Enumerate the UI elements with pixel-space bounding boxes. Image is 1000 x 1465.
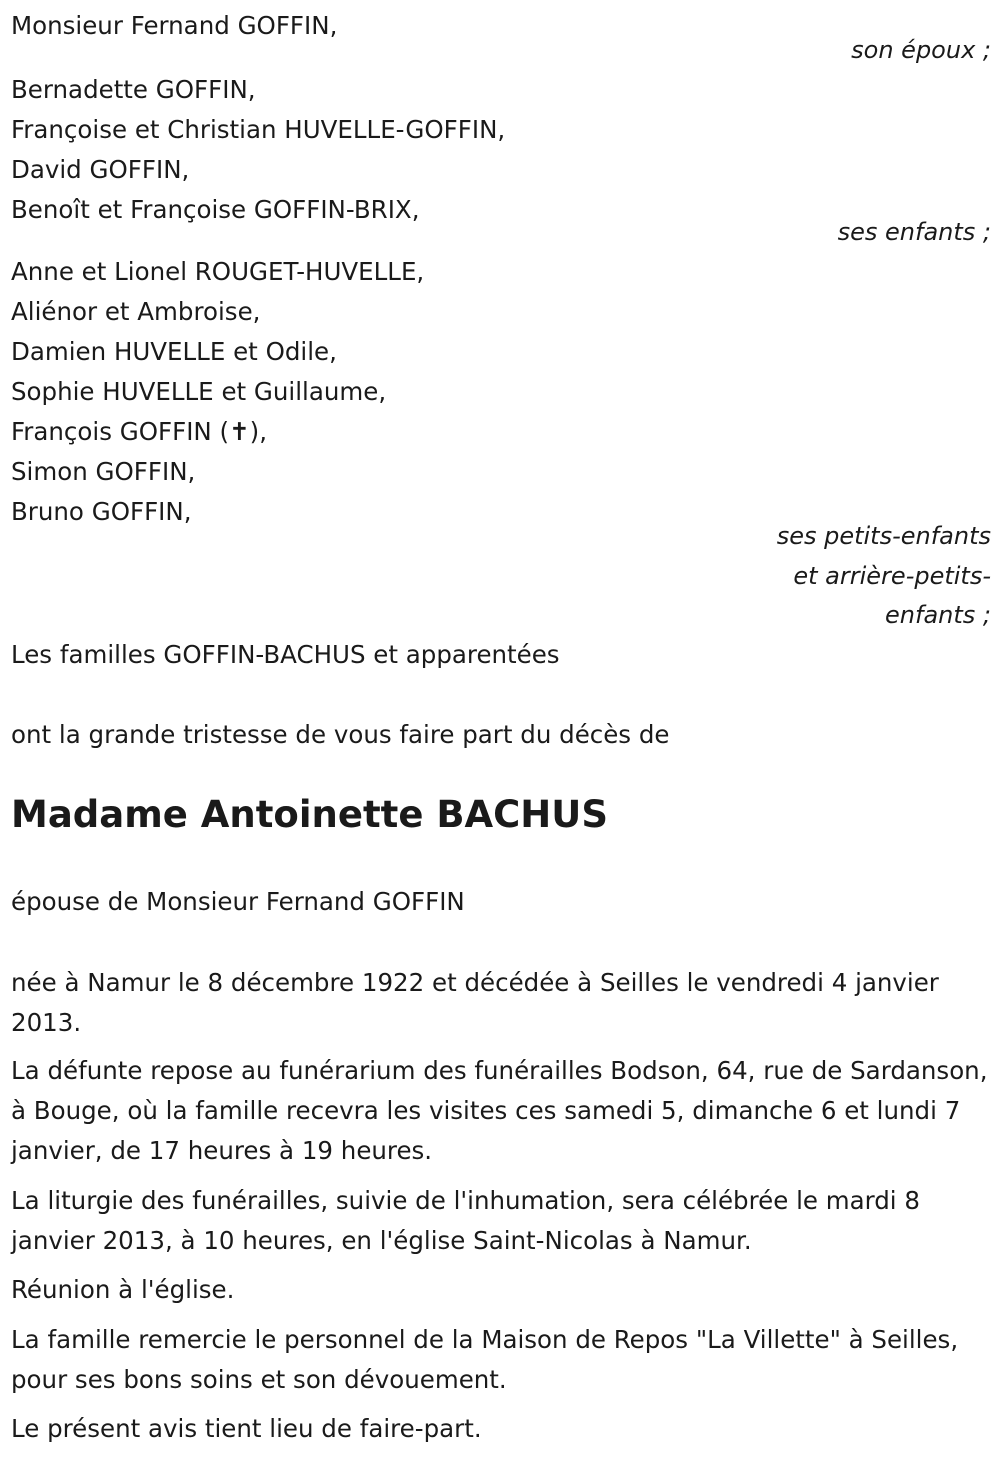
families-line: Les familles GOFFIN-BACHUS et apparentées (11, 640, 560, 669)
birth-death-paragraph: née à Namur le 8 décembre 1922 et décédée à Seilles le vendredi 4 janvier 2013. (11, 968, 939, 1037)
spouse-role: son époux ; (851, 36, 991, 64)
child-name: David GOFFIN, (11, 155, 190, 184)
grandchild-name: Anne et Lionel ROUGET-HUVELLE, (11, 257, 425, 286)
spouse-of-line: épouse de Monsieur Fernand GOFFIN (11, 887, 465, 916)
grandchild-name: Simon GOFFIN, (11, 457, 196, 486)
grandchild-deceased-close: ), (249, 417, 267, 446)
deceased-name: Madame Antoinette BACHUS (11, 793, 608, 836)
children-role: ses enfants ; (837, 218, 991, 246)
grandchild-name: Damien HUVELLE et Odile, (11, 337, 337, 366)
announcement-line: ont la grande tristesse de vous faire part du décès de (11, 720, 670, 749)
grandchild-name: Aliénor et Ambroise, (11, 297, 261, 326)
reunion-paragraph: Réunion à l'église. (11, 1275, 235, 1304)
visitation-paragraph: La défunte repose au funérarium des funérailles Bodson, 64, rue de Sardanson, à Bouge, où la famille recevra les visites ces samedi 5, dimanche 6 et lundi 7 janvier, de 17 heures à 19 heures. (11, 1056, 988, 1165)
grandchild-deceased-name: François GOFFIN ( (11, 417, 230, 446)
spouse-name: Monsieur Fernand GOFFIN, (11, 11, 338, 40)
cross-icon: ✝ (229, 417, 250, 446)
child-name: Françoise et Christian HUVELLE-GOFFIN, (11, 115, 506, 144)
grandchild-name: Sophie HUVELLE et Guillaume, (11, 377, 387, 406)
grandchild-deceased (11, 412, 267, 452)
notice-paragraph: Le présent avis tient lieu de faire-part. (11, 1414, 482, 1443)
child-name: Benoît et Françoise GOFFIN-BRIX, (11, 195, 420, 224)
grandchild-name: Bruno GOFFIN, (11, 497, 192, 526)
child-name: Bernadette GOFFIN, (11, 75, 256, 104)
funeral-paragraph: La liturgie des funérailles, suivie de l'inhumation, sera célébrée le mardi 8 janvier 2013, à 10 heures, en l'église Saint-Nicolas à Namur. (11, 1186, 920, 1255)
grandchildren-role-line: ses petits-enfants (776, 522, 991, 550)
grandchildren-role-line: et arrière-petits- (793, 562, 991, 590)
grandchildren-role-line: enfants ; (885, 601, 991, 629)
thanks-paragraph: La famille remercie le personnel de la Maison de Repos "La Villette" à Seilles, pour ses bons soins et son dévouement. (11, 1325, 959, 1394)
